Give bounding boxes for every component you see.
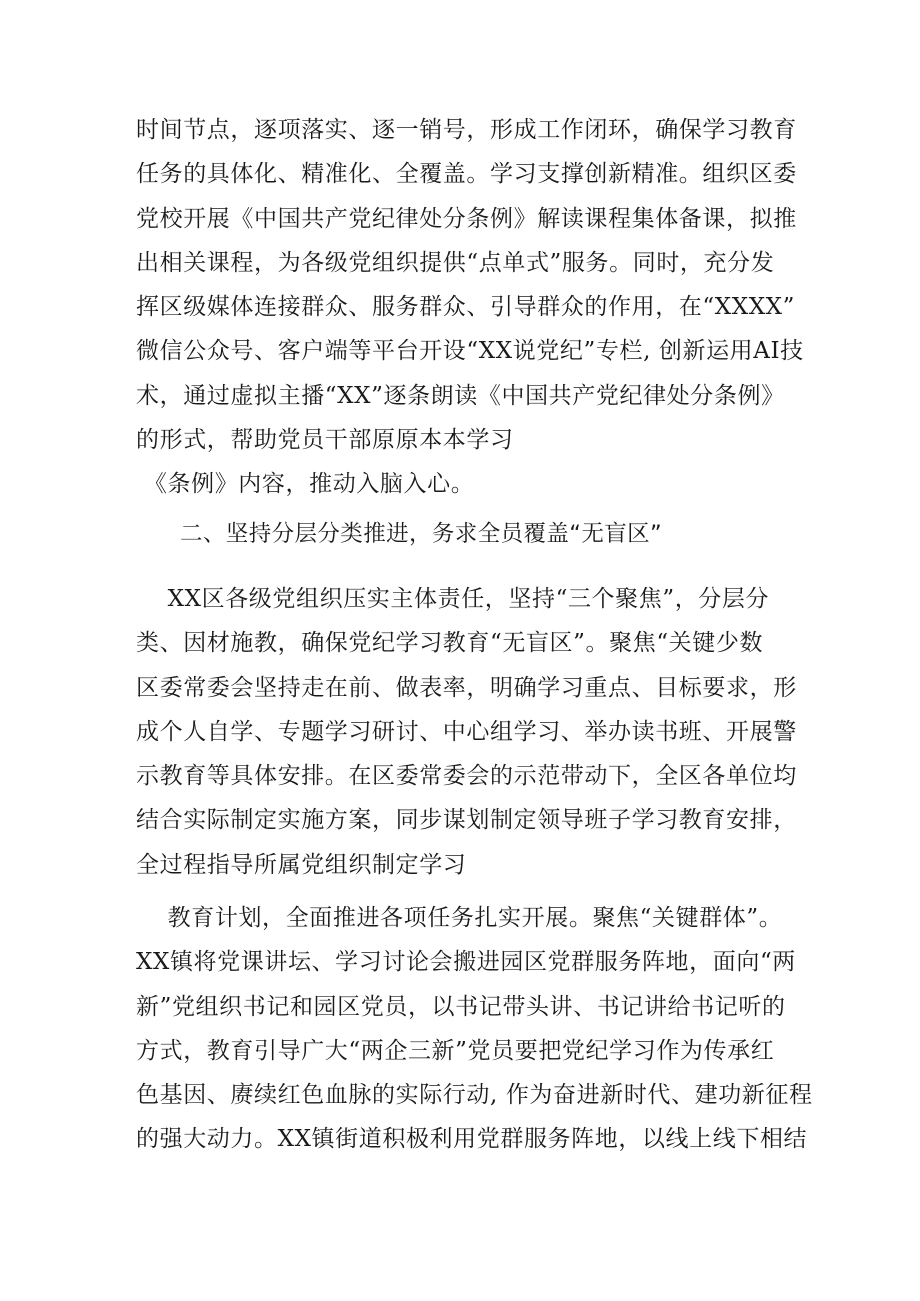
paragraph-line: XX镇将党课讲坛、学习讨论会搬进园区党群服务阵地，面向“两 [136,949,796,976]
paragraph-line: 的强大动力。XX镇街道积极利用党群服务阵地，以线上线下相结 [136,1126,808,1153]
section-heading [180,512,840,556]
paragraph-2 [136,577,796,887]
paragraph-line: 的形式，帮助党员干部原原本本学习 [136,427,514,454]
paragraph-line: 任务的具体化、精准化、全覆盖。学习支撑创新精准。组织区委 [136,161,797,188]
paragraph-3 [136,896,813,1162]
paragraph-line: 类、因材施教，确保党纪学习教育“无盲区”。聚焦“关键少数 [136,630,764,657]
heading-line: 二、坚持分层分类推进，务求全员覆盖“无盲区” [180,521,663,547]
paragraph-line: 时间节点，逐项落实、逐一销号，形成工作闭环，确保学习教育 [136,117,797,143]
paragraph-line: 结合实际制定实施方案，同步谋划制定领导班子学习教育安排， [136,807,797,834]
paragraph-line: 示教育等具体安排。在区委常委会的示范带动下，全区各单位均 [136,763,797,790]
paragraph-line: 微信公众号、客户端等平台开设“XX说党纪”专栏, 创新运用AI技 [136,338,804,365]
paragraph-line: 全过程指导所属党组织制定学习 [136,851,467,878]
paragraph-line: 新”党组织书记和园区党员，以书记带头讲、书记讲给书记听的 [136,993,786,1020]
paragraph-1 [136,108,804,507]
paragraph-line: 《条例》内容，推动入脑入心。 [136,471,475,498]
paragraph-line: 教育计划，全面推进各项任务扎实开展。聚焦“关键群体”。 [136,905,783,931]
paragraph-line: 成个人自学、专题学习研讨、中心组学习、举办读书班、开展警 [136,718,797,745]
paragraph-line: 术，通过虚拟主播“XX”逐条朗读《中国共产党纪律处分条例》 [136,382,785,409]
paragraph-line: XX区各级党组织压实主体责任，坚持“三个聚焦”，分层分 [136,586,770,612]
paragraph-line: 色基因、赓续红色血脉的实际行动, 作为奋进新时代、建功新征程 [136,1082,813,1109]
paragraph-line: 出相关课程，为各级党组织提供“点单式”服务。同时，充分发 [136,249,775,276]
paragraph-line: 区委常委会坚持走在前、做表率，明确学习重点、目标要求，形 [136,674,797,701]
paragraph-line: 党校开展《中国共产党纪律处分条例》解读课程集体备课，拟推 [136,205,797,232]
paragraph-line: 挥区级媒体连接群众、服务群众、引导群众的作用，在“XXXX” [136,294,796,321]
paragraph-line: 方式，教育引导广大“两企三新”党员要把党纪学习作为传承红 [136,1037,775,1064]
